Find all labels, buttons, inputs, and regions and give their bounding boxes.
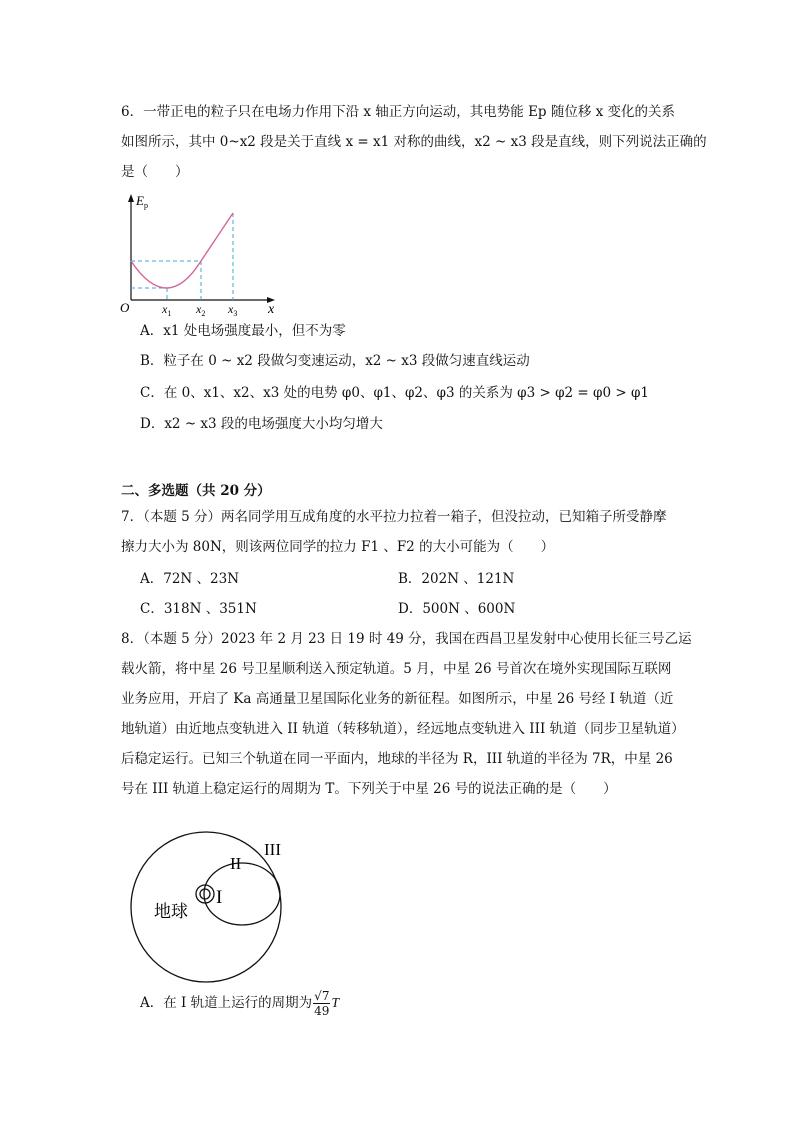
q6-ep-x-graph — [112, 188, 287, 318]
q8-stem-line-6: 号在 III 轨道上稳定运行的周期为 T。下列关于中星 26 号的说法正确的是（ ） — [121, 781, 617, 797]
x-axis-label: x — [268, 302, 275, 317]
q6-option-d[interactable]: D．x2 ~ x3 段的电场强度大小均匀增大 — [140, 416, 383, 432]
section-2-heading: 二、多选题（共 20 分） — [121, 483, 271, 499]
tick-x3: $x_3$ — [228, 302, 238, 318]
q8-option-a[interactable] — [140, 989, 339, 1018]
q7-stem-line-1: 7．（本题 5 分）两名同学用互成角度的水平拉力拉着一箱子，但没拉动，已知箱子所受静摩 — [121, 509, 667, 525]
ep-curve — [131, 213, 233, 288]
label-earth: 地球 — [154, 902, 188, 921]
q6-option-b[interactable]: B．粒子在 0 ~ x2 段做匀变速运动，x2 ~ x3 段做匀速直线运动 — [140, 353, 530, 369]
q7-stem-line-2: 擦力大小为 80N，则该两位同学的拉力 F1 、F2 的大小可能为（ ） — [121, 539, 555, 555]
q7-option-b[interactable]: B．202N 、121N — [398, 571, 515, 587]
q8-stem-line-2: 载火箭，将中星 26 号卫星顺利送入预定轨道。5 月，中星 26 号首次在境外实现国际互联网 — [121, 661, 672, 677]
q7-option-d[interactable]: D．500N 、600N — [398, 601, 516, 617]
q8-stem-line-4: 地轨道）由近地点变轨进入 II 轨道（转移轨道），经远地点变轨进入 III 轨道（同步卫星轨道） — [121, 721, 685, 737]
tick-x1: $x_1$ — [162, 302, 172, 318]
guide-lines — [131, 213, 233, 300]
q6-option-a[interactable]: A．x1 处电场强度最小，但不为零 — [140, 323, 346, 339]
q8-option-a-prefix: A．在 I 轨道上运行的周期为 — [140, 995, 313, 1011]
fraction-denominator: 49 — [314, 1004, 330, 1018]
label-orbit-ii: II — [230, 854, 242, 873]
q6-option-c[interactable]: C．在 0、x1、x2、x3 处的电势 φ0、φ1、φ2、φ3 的关系为 φ3 > φ2 = φ0 > φ1 — [140, 385, 649, 401]
q6-stem-line-2: 如图所示，其中 0~x2 段是关于直线 x = x1 对称的曲线，x2 ~ x3 段是直线，则下列说法正确的 — [121, 134, 707, 150]
q8-option-a-suffix: T — [331, 995, 339, 1010]
q6-stem-line-1: 6．一带正电的粒子只在电场力作用下沿 x 轴正方向运动，其电势能 Ep 随位移 x 变化的关系 — [121, 104, 676, 120]
q6-stem-line-3: 是（ ） — [121, 164, 189, 180]
q8-stem-line-1: 8．（本题 5 分）2023 年 2 月 23 日 19 时 49 分，我国在西昌卫星发射中心使用长征三号乙运 — [121, 631, 692, 647]
fraction-numerator: √7 — [314, 989, 330, 1003]
y-axis-label: $E_p$ — [136, 193, 148, 210]
earth — [200, 889, 210, 899]
q7-option-a[interactable]: A．72N 、23N — [140, 571, 240, 587]
tick-x2: $x_2$ — [196, 302, 206, 318]
origin-label: O — [120, 300, 130, 315]
label-orbit-iii: III — [264, 840, 281, 859]
label-orbit-i: I — [216, 887, 223, 908]
q8-stem-line-5: 后稳定运行。已知三个轨道在同一平面内，地球的半径为 R，III 轨道的半径为 7R，中星 26 — [121, 751, 673, 767]
q7-option-c[interactable]: C．318N 、351N — [140, 601, 257, 617]
q8-orbit-figure — [125, 830, 305, 990]
y-axis-arrow-icon — [128, 194, 134, 202]
q8-option-a-fraction — [313, 989, 330, 1018]
q8-stem-line-3: 业务应用，开启了 Ka 高通量卫星国际化业务的新征程。如图所示，中星 26 号经 I 轨道（近 — [121, 691, 674, 707]
